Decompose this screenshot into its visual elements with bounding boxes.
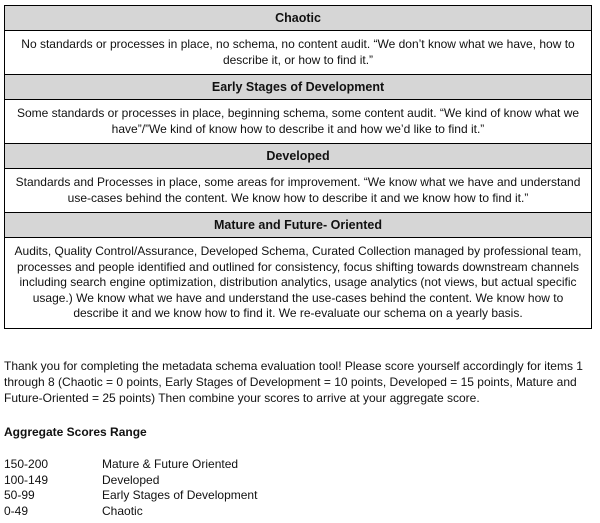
- aggregate-scores-list: [4, 457, 257, 519]
- score-range-label: Chaotic: [102, 503, 143, 518]
- maturity-stages-table: [4, 5, 592, 329]
- instructions-paragraph: Thank you for completing the metadata schema evaluation tool! Please score yourself accordingly for items 1 through 8 (Chaotic = 0 points, Early Stages of Development = 10 points, Developed = 15 points, Mature and Future-Oriented = 25 points) Then combine your scores to arrive at your aggregate score.: [4, 359, 583, 405]
- stage-description-early-stages: Some standards or processes in place, beginning schema, some content audit. “We kind of know what we have”/”We kind of know how to describe it and how we’d like to find it.”: [5, 100, 591, 144]
- score-range-label: Mature & Future Oriented: [102, 457, 239, 471]
- score-range-label: Early Stages of Development: [102, 488, 258, 502]
- stage-header-mature: Mature and Future- Oriented: [5, 213, 591, 238]
- score-range-label: Developed: [102, 472, 160, 487]
- stage-description-chaotic: No standards or processes in place, no schema, no content audit. “We don’t know what we have, how to describe it, or how to find it.”: [5, 31, 591, 75]
- score-range-row: [4, 473, 257, 489]
- score-range-value: 150-200: [4, 457, 49, 471]
- stage-header-early-stages: Early Stages of Development: [5, 75, 591, 100]
- stage-header-developed: Developed: [5, 144, 591, 169]
- score-range-value: 50-99: [4, 488, 35, 502]
- score-range-row: [4, 504, 257, 520]
- score-range-row: [4, 488, 257, 504]
- score-range-value: 0-49: [4, 503, 29, 518]
- stage-description-mature: Audits, Quality Control/Assurance, Developed Schema, Curated Collection managed by professional team, processes and people identified and outlined for consistency, focus shifting towards downstream channels including search engine optimization, distribution analytics, usage analytics (not views, but actual specific usage.) We know what we have and understand the use-cases behind the content. We know how to describe it and we know how to find it. We re-evaluate our schema on a yearly basis.: [14, 244, 582, 320]
- aggregate-scores-title: Aggregate Scores Range: [4, 425, 147, 439]
- score-range-value: 100-149: [4, 472, 49, 487]
- stage-header-chaotic: Chaotic: [5, 6, 591, 31]
- score-range-row: [4, 457, 257, 473]
- stage-description-developed: Standards and Processes in place, some areas for improvement. “We know what we have and understand use-cases behind the content. We know how to describe it and we know how to find it.”: [5, 169, 591, 213]
